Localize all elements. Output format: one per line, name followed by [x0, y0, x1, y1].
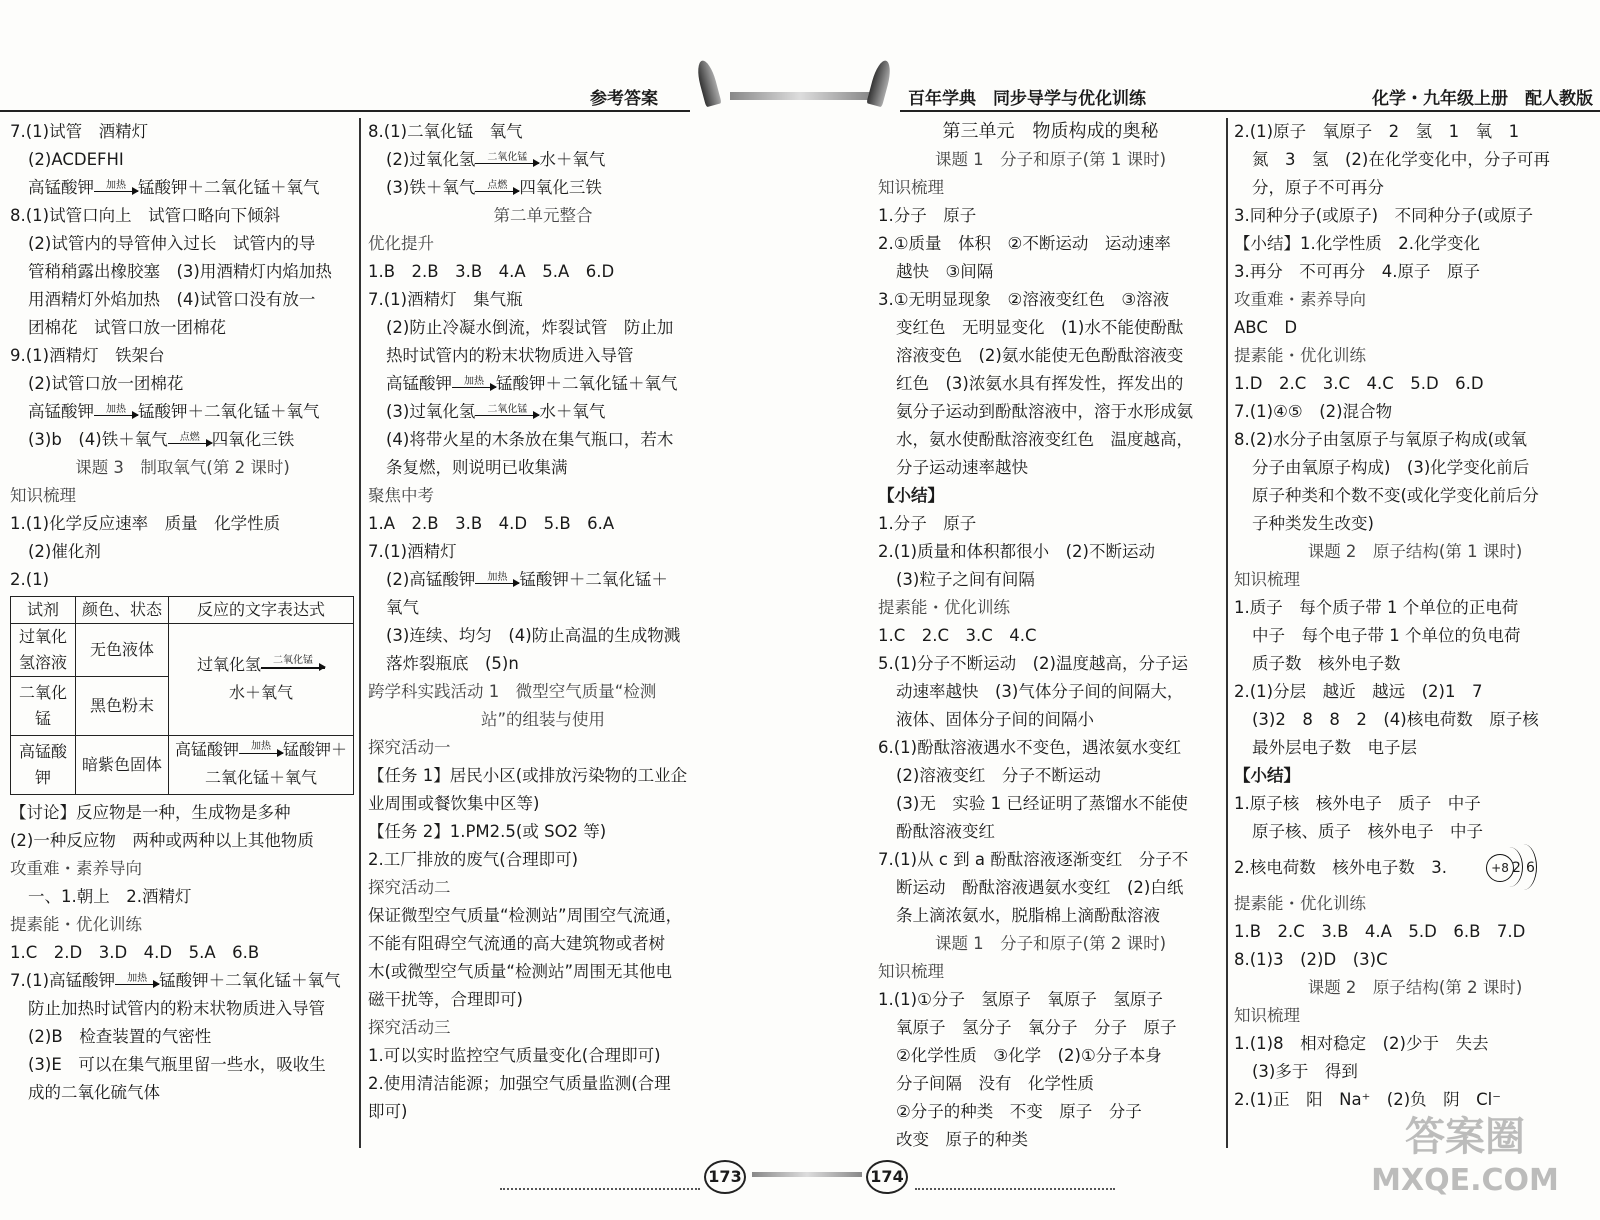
- arrow-icon: 点燃: [475, 182, 519, 196]
- footer-ornament: [752, 1172, 862, 1177]
- subheading: 提素能・优化训练: [1234, 346, 1366, 365]
- equation: [10, 174, 355, 202]
- section-title: 站”的组装与使用: [480, 710, 606, 729]
- arrow-icon: 加热: [94, 182, 138, 196]
- state-cell: 黑色粉末: [76, 677, 169, 736]
- line: 1.分子 原子: [878, 514, 977, 533]
- line: 1.C 2.D 3.D 4.D 5.A 6.B: [10, 943, 260, 962]
- state-cell: 暗紫色固体: [76, 736, 169, 795]
- section-title: 课题 1 分子和原子(第 1 课时): [934, 150, 1167, 169]
- line: 分子由氧原子构成) (3)化学变化前后: [1252, 458, 1530, 477]
- reagent-cell: 高锰酸钾: [11, 736, 76, 795]
- watermark: 答案圈 MXQE.COM: [1371, 1114, 1559, 1198]
- line: 【任务 2】1.PM2.5(或 SO2 等): [368, 822, 607, 841]
- header-rule-right: [900, 110, 1600, 112]
- section-title: 跨学科实践活动 1 微型空气质量“检测: [368, 682, 657, 701]
- line: (2)溶液变红 分子不断运动: [896, 766, 1101, 785]
- line: 1.(1)8 相对稳定 (2)少于 失去: [1234, 1034, 1489, 1053]
- line: (2)试管口放一团棉花: [28, 374, 184, 393]
- equation: 高锰酸钾 加热 锰酸钾＋二氧化锰＋氧气: [386, 374, 678, 393]
- line: 8.(1)3 (2)D (3)C: [1234, 950, 1388, 969]
- line: 改变 原子的种类: [896, 1130, 1028, 1149]
- line: 不能有阻碍空气流通的高大建筑物或者树: [368, 934, 665, 953]
- table-row: [11, 736, 354, 795]
- line: (3)连续、均匀 (4)防止高温的生成物溅: [386, 626, 681, 645]
- line: 1.A 2.B 3.B 4.D 5.B 6.A: [368, 514, 615, 533]
- feather-left-icon: [694, 59, 721, 108]
- arrow-icon: 二氧化锰: [261, 658, 325, 672]
- arrow-icon: 加热: [94, 406, 138, 420]
- equation: (3)b (4)铁＋氧气 点燃 四氧化三铁: [28, 430, 295, 449]
- table-header: 试剂: [11, 597, 76, 624]
- subheading: 提素能・优化训练: [1234, 894, 1366, 913]
- line: 1.C 2.C 3.C 4.C: [878, 626, 1037, 645]
- line: 2.核电荷数 核外电子数 3. +8 2 6: [1234, 846, 1596, 890]
- table-header: 反应的文字表达式: [169, 597, 354, 624]
- line: (2)试管内的导管伸入过长 试管内的导: [28, 234, 316, 253]
- line: 一、1.朝上 2.酒精灯: [28, 887, 192, 906]
- line: 氮 3 氢 (2)在化学变化中，分子可再: [1252, 150, 1550, 169]
- page-number-left: 173: [704, 1160, 746, 1194]
- line: 水，氨水使酚酞溶液变红色 温度越高，: [896, 430, 1193, 449]
- line: 氧气: [386, 598, 419, 617]
- line: 变红色 无明显变化 (1)水不能使酚酞: [896, 318, 1184, 337]
- line: (2)催化剂: [28, 542, 101, 561]
- line: 7.(1)④⑤ (2)混合物: [1234, 402, 1393, 421]
- section-title: 课题 2 原子结构(第 1 课时): [1307, 542, 1523, 561]
- table-row: [11, 624, 354, 677]
- arrow-icon: 加热: [475, 574, 519, 588]
- line: 原子种类和个数不变(或化学变化前后分: [1252, 486, 1539, 505]
- line: (3)多于 得到: [1252, 1062, 1358, 1081]
- section-title: 第二单元整合: [493, 206, 593, 225]
- line: 即可): [368, 1102, 408, 1121]
- equation: (2)过氧化氢 二氧化锰 水＋氧气: [386, 150, 606, 169]
- header-ornament: [730, 92, 870, 100]
- equation: (3)过氧化氢 二氧化锰 水＋氧气: [386, 402, 606, 421]
- page-number-right: 174: [866, 1160, 908, 1194]
- line: ABC D: [1234, 318, 1298, 337]
- line: 2.(1): [10, 570, 50, 589]
- line: (2)防止冷凝水倒流，炸裂试管 防止加: [386, 318, 674, 337]
- line: 1.可以实时监控空气质量变化(合理即可): [368, 1046, 661, 1065]
- header-subject: 化学・九年级上册 配人教版: [1372, 89, 1593, 109]
- shell-count: 2: [1512, 860, 1521, 876]
- subheading: 探究活动三: [368, 1018, 451, 1037]
- line: ②化学性质 ③化学 (2)①分子本身: [896, 1046, 1162, 1065]
- header-book: 百年学典 同步导学与优化训练: [908, 89, 1146, 109]
- footer-dots: [500, 1188, 700, 1190]
- line: 酚酞溶液变红: [896, 822, 995, 841]
- line: 7.(1)酒精灯 集气瓶: [368, 290, 523, 309]
- line: 热时试管内的粉末状物质进入导管: [386, 346, 634, 365]
- line: 9.(1)酒精灯 铁架台: [10, 346, 165, 365]
- line: 保证微型空气质量“检测站”周围空气流通，: [368, 906, 683, 925]
- line: (4)将带火星的木条放在集气瓶口，若木: [386, 430, 674, 449]
- line: 2.(1)原子 氧原子 2 氢 1 氧 1: [1234, 122, 1520, 141]
- line: (2)ACDEFHI: [28, 150, 124, 169]
- subheading: 【小结】: [878, 486, 944, 505]
- subheading: 攻重难・素养导向: [1234, 290, 1366, 309]
- line: 分，原子不可再分: [1252, 178, 1384, 197]
- line: 分子运动速率越快: [896, 458, 1028, 477]
- page-header: [0, 0, 1600, 110]
- line: 越快 ③间隔: [896, 262, 994, 281]
- equation: 7.(1)高锰酸钾 加热 锰酸钾＋二氧化锰＋氧气: [10, 971, 341, 990]
- line: 液体、固体分子间的间隔小: [896, 710, 1094, 729]
- line: 2.工厂排放的废气(合理即可): [368, 850, 579, 869]
- line: 8.(2)水分子由氢原子与氧原子构成(或氧: [1234, 430, 1528, 449]
- subheading: 提素能・优化训练: [878, 598, 1010, 617]
- column-3: [878, 118, 1223, 1154]
- line: 7.(1)从 c 到 a 酚酞溶液逐渐变红 分子不: [878, 850, 1189, 869]
- line: 红色 (3)浓氨水具有挥发性，挥发出的: [896, 374, 1184, 393]
- equation: (3)铁＋氧气 点燃 四氧化三铁: [386, 178, 602, 197]
- subheading: 攻重难・素养导向: [10, 859, 142, 878]
- subheading: 知识梳理: [1234, 1006, 1300, 1025]
- line: 【讨论】反应物是一种，生成物是多种: [10, 803, 291, 822]
- line: (3)无 实验 1 已经证明了蒸馏水不能使: [896, 794, 1188, 813]
- feather-right-icon: [866, 59, 893, 108]
- reagent-table: [10, 596, 354, 795]
- line: 管稍稍露出橡胶塞 (3)用酒精灯内焰加热: [28, 262, 332, 281]
- equation-cell: 过氧化氢 二氧化锰 水＋氧气: [169, 624, 354, 736]
- line: 子种类发生改变): [1252, 514, 1374, 533]
- line: 1.质子 每个质子带 1 个单位的正电荷: [1234, 598, 1519, 617]
- subheading: 探究活动二: [368, 878, 451, 897]
- column-divider: [359, 118, 361, 1148]
- line: 1.D 2.C 3.C 4.C 5.D 6.D: [1234, 374, 1484, 393]
- subheading: 知识梳理: [878, 962, 944, 981]
- line: (2)B 检查装置的气密性: [28, 1027, 212, 1046]
- header-rule-left: [0, 110, 690, 112]
- shell-count: 6: [1526, 860, 1535, 876]
- line: 6.(1)酚酞溶液遇水不变色，遇浓氨水变红: [878, 738, 1182, 757]
- line: (2)一种反应物 两种或两种以上其他物质: [10, 831, 314, 850]
- line: 中子 每个电子带 1 个单位的负电荷: [1252, 626, 1521, 645]
- line: 【任务 1】居民小区(或排放污染物的工业企: [368, 766, 688, 785]
- line: 磁干扰等，合理即可): [368, 990, 523, 1009]
- line: 落炸裂瓶底 (5)n: [386, 654, 519, 673]
- reactant: 高锰酸钾: [28, 178, 94, 197]
- line: 原子核、质子 核外电子 中子: [1252, 822, 1483, 841]
- state-cell: 无色液体: [76, 624, 169, 677]
- equation: 高锰酸钾 加热 锰酸钾＋二氧化锰＋氧气: [28, 402, 320, 421]
- table-header: 颜色、状态: [76, 597, 169, 624]
- line: 条复燃，则说明已收集满: [386, 458, 568, 477]
- line: 【小结】1.化学性质 2.化学变化: [1234, 234, 1480, 253]
- line: 1.B 2.B 3.B 4.A 5.A 6.D: [368, 262, 615, 281]
- unit-title: 第三单元 物质构成的奥秘: [942, 121, 1159, 142]
- products: 锰酸钾＋二氧化锰＋氧气: [138, 178, 320, 197]
- line: 氧原子 氢分子 氧分子 分子 原子: [896, 1018, 1177, 1037]
- line: 分子间隔 没有 化学性质: [896, 1074, 1094, 1093]
- line: 动速率越快 (3)气体分子间的间隔大，: [896, 682, 1184, 701]
- section-title: 课题 1 分子和原子(第 2 课时): [934, 934, 1167, 953]
- line: 溶液变色 (2)氨水能使无色酚酞溶液变: [896, 346, 1184, 365]
- column-divider: [1226, 118, 1228, 1148]
- subheading: 探究活动一: [368, 738, 451, 757]
- line: 7.(1)酒精灯: [368, 542, 457, 561]
- line: 团棉花 试管口放一团棉花: [28, 318, 226, 337]
- line: 2.(1)正 阳 Na⁺ (2)负 阴 Cl⁻: [1234, 1090, 1501, 1109]
- arrow-icon: 二氧化锰: [475, 406, 539, 420]
- column-1: [10, 118, 355, 1107]
- reagent-cell: 二氧化锰: [11, 677, 76, 736]
- subheading: 知识梳理: [1234, 570, 1300, 589]
- line: 断运动 酚酞溶液遇氨水变红 (2)白纸: [896, 878, 1184, 897]
- line: 2.(1)质量和体积都很小 (2)不断运动: [878, 542, 1155, 561]
- line: 用酒精灯外焰加热 (4)试管口没有放一: [28, 290, 316, 309]
- line: 最外层电子数 电子层: [1252, 738, 1417, 757]
- column-2: [368, 118, 718, 1126]
- header-answers: 参考答案: [590, 89, 658, 109]
- line: 条上滴浓氨水，脱脂棉上滴酚酞溶液: [896, 906, 1160, 925]
- line: 5.(1)分子不断运动 (2)温度越高，分子运: [878, 654, 1188, 673]
- line: 3.①无明显现象 ②溶液变红色 ③溶液: [878, 290, 1170, 309]
- line: 1.B 2.C 3.B 4.A 5.D 6.B 7.D: [1234, 922, 1526, 941]
- subheading: 优化提升: [368, 234, 434, 253]
- reagent-cell: 过氧化氢溶液: [11, 624, 76, 677]
- subheading: 提素能・优化训练: [10, 915, 142, 934]
- line: 质子数 核外电子数: [1252, 654, 1401, 673]
- line: 2.使用清洁能源；加强空气质量监测(合理: [368, 1074, 671, 1093]
- line: 1.分子 原子: [878, 206, 977, 225]
- line: 8.(1)试管口向上 试管口略向下倾斜: [10, 206, 281, 225]
- section-title: 课题 2 原子结构(第 2 课时): [1307, 978, 1523, 997]
- line: 1.原子核 核外电子 质子 中子: [1234, 794, 1481, 813]
- line: 2.(1)分层 越近 越远 (2)1 7: [1234, 682, 1483, 701]
- line: 成的二氧化硫气体: [28, 1083, 160, 1102]
- subheading: 知识梳理: [10, 486, 76, 505]
- line: (3)2 8 8 2 (4)核电荷数 原子核: [1252, 710, 1539, 729]
- footer-dots: [915, 1188, 1115, 1190]
- equation: (2)高锰酸钾 加热 锰酸钾＋二氧化锰＋: [386, 570, 668, 589]
- line: 8.(1)二氧化锰 氧气: [368, 122, 523, 141]
- arrow-icon: 二氧化锰: [475, 154, 539, 168]
- line: (3)E 可以在集气瓶里留一些水，吸收生: [28, 1055, 326, 1074]
- arrow-icon: 加热: [239, 744, 283, 758]
- line: 防止加热时试管内的粉末状物质进入导管: [28, 999, 325, 1018]
- subheading: 知识梳理: [878, 178, 944, 197]
- line: 氨分子运动到酚酞溶液中，溶于水形成氨: [896, 402, 1193, 421]
- subheading: 【小结】: [1234, 766, 1300, 785]
- line: 7.(1)试管 酒精灯: [10, 122, 149, 141]
- line: 木(或微型空气质量“检测站”周围无其他电: [368, 962, 673, 981]
- line: 2.①质量 体积 ②不断运动 运动速率: [878, 234, 1171, 253]
- equation-cell: 高锰酸钾 加热 锰酸钾＋ 二氧化锰＋氧气: [169, 736, 354, 795]
- line: ②分子的种类 不变 原子 分子: [896, 1102, 1142, 1121]
- line: 业周围或餐饮集中区等): [368, 794, 540, 813]
- arrow-icon: 点燃: [168, 434, 212, 448]
- line: 3.再分 不可再分 4.原子 原子: [1234, 262, 1480, 281]
- atom-nucleus: +8: [1486, 854, 1514, 882]
- arrow-icon: 加热: [115, 975, 159, 989]
- line: 1.(1)①分子 氢原子 氧原子 氢原子: [878, 990, 1163, 1009]
- line: (3)粒子之间有间隔: [896, 570, 1035, 589]
- section-title: 课题 3 制取氧气(第 2 课时): [75, 458, 290, 477]
- line: 1.(1)化学反应速率 质量 化学性质: [10, 514, 281, 533]
- arrow-icon: 加热: [452, 378, 496, 392]
- line: 3.同种分子(或原子) 不同种分子(或原子: [1234, 206, 1534, 225]
- column-4: [1234, 118, 1596, 1114]
- subheading: 聚焦中考: [368, 486, 434, 505]
